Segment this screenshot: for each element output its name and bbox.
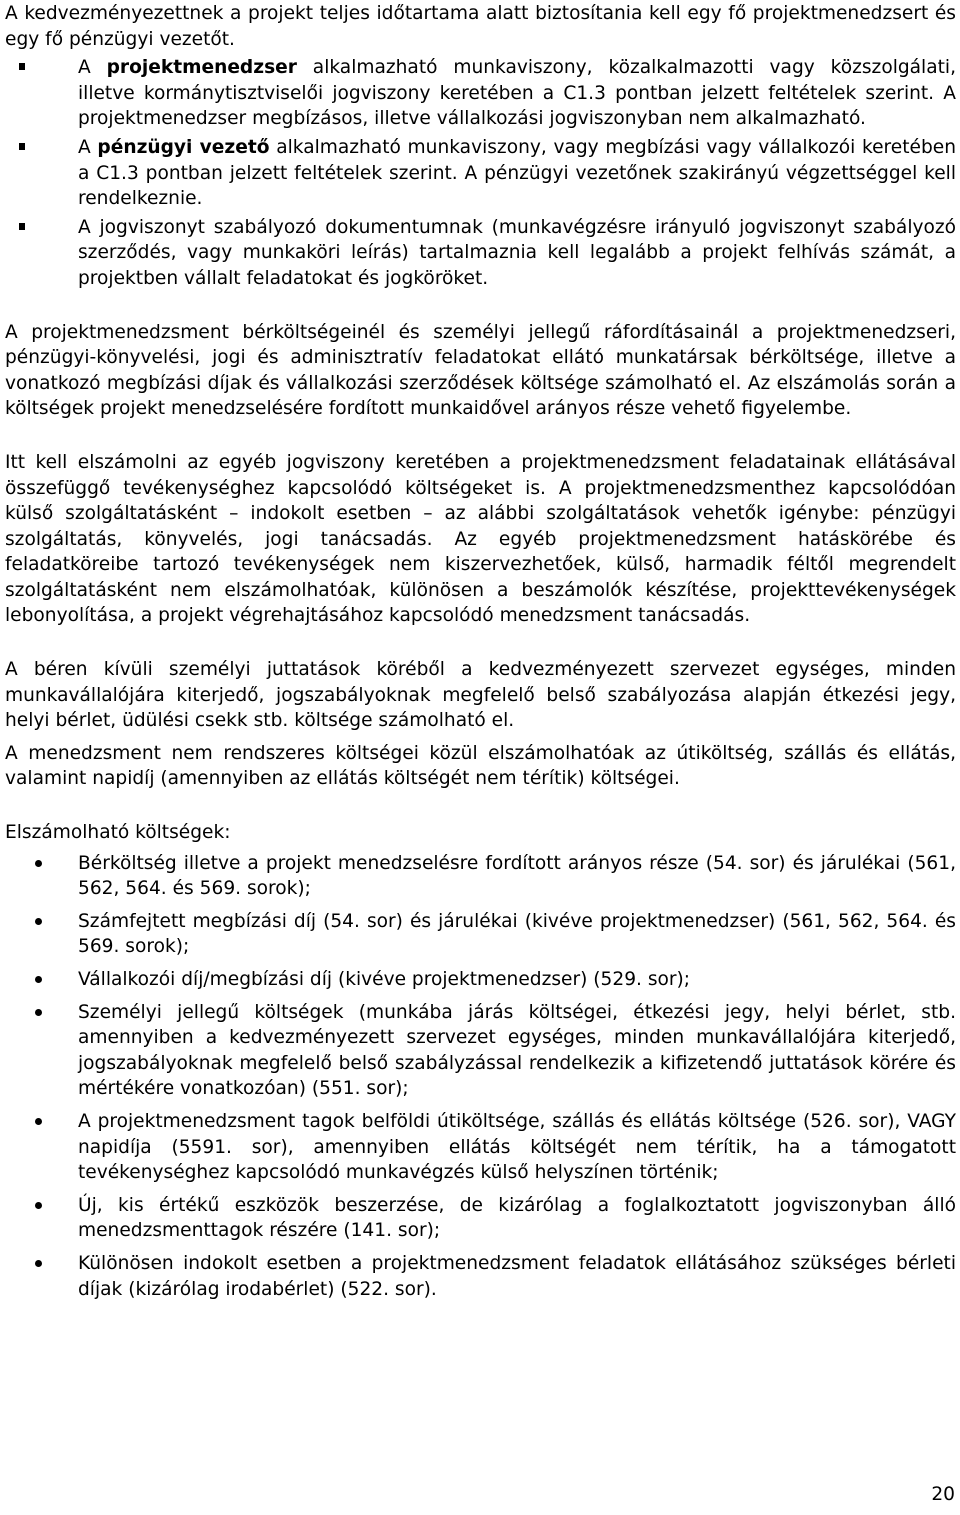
square-bullet-icon [19, 223, 25, 230]
eligible-cost-item [5, 1000, 956, 1102]
eligible-costs-list [5, 851, 956, 1303]
round-bullet-icon [35, 1260, 42, 1267]
eligible-cost-text: Bérköltség illetve a projekt menedzselésre fordított arányos része (54. sor) és járulékai (561, 562, 564. és 569. sorok); [78, 852, 956, 900]
requirement-role: pénzügyi vezető [97, 136, 270, 158]
round-bullet-icon [35, 1118, 42, 1125]
requirement-text-prefix: A [78, 136, 98, 158]
requirements-list [5, 55, 956, 291]
eligible-cost-text: Új, kis értékű eszközök beszerzése, de kizárólag a foglalkoztatott jogviszonyban álló menedzsmenttagok részére (141. sor); [78, 1194, 956, 1242]
eligible-cost-item [5, 909, 956, 960]
eligible-cost-item [5, 1193, 956, 1244]
eligible-costs-heading: Elszámolható költségek: [5, 822, 231, 844]
requirement-text: A jogviszonyt szabályozó dokumentumnak (munkavégzésre irányuló jogviszonyt szabályozó szerződés, vagy munkaköri leírás) tartalmaznia kell legalább a projekt felhívás számát, a projektben vállalt feladatokat és jogköröket. [78, 216, 956, 289]
round-bullet-icon [35, 1202, 42, 1209]
round-bullet-icon [35, 1009, 42, 1016]
requirement-item-penzugyi-vezeto [5, 135, 956, 212]
requirement-text: alkalmazható munkaviszony, közalkalmazotti vagy közszolgálati, illetve kormánytisztviselői jogviszony keretében a C1.3 pontban jelzett feltételek szerint. A projektmenedzser megbízásos, illetve vállalkozási jogviszonyban nem alkalmazható. [78, 57, 956, 130]
paragraph-menedzsment-koltsegek: A menedzsment nem rendszeres költségei közül elszámolhatóak az útiköltség, szállás és ellátás, valamint napidíj (amennyiben az ellátás költségét nem térítik) költségei. [5, 742, 956, 790]
requirement-text: alkalmazható munkaviszony, vagy megbízási vagy vállalkozói keretében a C1.3 pontban jelzett feltételek szerint. A pénzügyi vezetőnek szakirányú végzettséggel kell rendelkeznie. [78, 136, 956, 210]
eligible-cost-text: A projektmenedzsment tagok belföldi útiköltsége, szállás és ellátás költsége (526. sor), VAGY napidíja (5591. sor), amennyiben ellátás költségét nem térítik, ha a támogatott tevékenységhez kapcsolódó munkavégzés külső helyszínen történik; [78, 1110, 956, 1184]
paragraph-berkoltseg: A projektmenedzsment bérköltségeinél és személyi jellegű ráfordításainál a projektmenedzseri, pénzügyi-könyvelési, jogi és adminisztratív feladatokat ellátó munkatársak bérköltsége, illetve a vonatkozó megbízási díjak és vállalkozási szerződések költsége számolható el. Az elszámolás során a költségek projekt menedzselésére fordított munkaidővel arányos része vehető figyelembe. [5, 321, 956, 420]
intro-paragraph: A kedvezményezettnek a projekt teljes időtartama alatt biztosítania kell egy fő projektmenedzsert és egy fő pénzügyi vezetőt. [5, 3, 956, 50]
square-bullet-icon [19, 143, 25, 150]
round-bullet-icon [35, 860, 42, 867]
eligible-cost-text: Vállalkozói díj/megbízási díj (kivéve projektmenedzser) (529. sor); [78, 969, 691, 990]
eligible-cost-text: Különösen indokolt esetben a projektmenedzsment feladatok ellátásához szükséges bérleti díjak (kizárólag irodabérlet) (522. sor). [78, 1252, 956, 1300]
round-bullet-icon [35, 918, 42, 925]
eligible-cost-text: Személyi jellegű költségek (munkába járás költségei, étkezési jegy, helyi bérlet, stb. amennyiben a kedvezményezett szervezet egységes, minden munkavállalójára kiterjedő, jogszabályoknak megfelelő belső szabályzással rendelkezik a kifizetendő juttatások körére és mértékére vonatkozóan) (551. sor); [78, 1001, 956, 1100]
document-page [5, 1, 956, 1302]
requirement-text-prefix: A [78, 57, 107, 79]
requirement-item-projektmenedzser [5, 55, 956, 132]
paragraph-beren-kivuli: A béren kívüli személyi juttatások köréből a kedvezményezett szervezet egységes, minden munkavállalójára kiterjedő, jogszabályoknak megfelelő belső szabályozása alapján étkezési jegy, helyi bérlet, üdülési csekk stb. költsége számolható el. [5, 659, 956, 732]
requirement-item-jogviszony [5, 215, 956, 292]
eligible-cost-item [5, 967, 956, 993]
eligible-cost-text: Számfejtett megbízási díj (54. sor) és járulékai (kivéve projektmenedzser) (561, 562, 564. és 569. sorok); [78, 910, 956, 958]
eligible-cost-item [5, 851, 956, 902]
eligible-cost-item [5, 1109, 956, 1186]
eligible-cost-item [5, 1251, 956, 1302]
paragraph-egyeb-jogviszony: Itt kell elszámolni az egyéb jogviszony keretében a projektmenedzsment feladatainak ellátásával összefüggő tevékenységhez kapcsolódó költségeket is. A projektmenedzsmenthez kapcsolódóan külső szolgáltatásként – indokolt esetben – az alábbi szolgáltatások vehetők igénybe: pénzügyi szolgáltatás, könyvelés, jogi tanácsadás. Az egyéb projektmenedzsment hatáskörébe és feladatköreibe tartozó tevékenységek nem kiszervezhetőek, külső, harmadik féltől megrendelt szolgáltatásként nem elszámolhatóak, különösen a beszámolók készítése, projekttevékenységek lebonyolítása, a projekt végrehajtásához kapcsolódó menedzsment tanácsadás. [5, 451, 956, 627]
page-number: 20 [931, 1484, 955, 1505]
square-bullet-icon [19, 63, 25, 70]
requirement-role: projektmenedzser [106, 57, 297, 79]
round-bullet-icon [35, 976, 42, 983]
